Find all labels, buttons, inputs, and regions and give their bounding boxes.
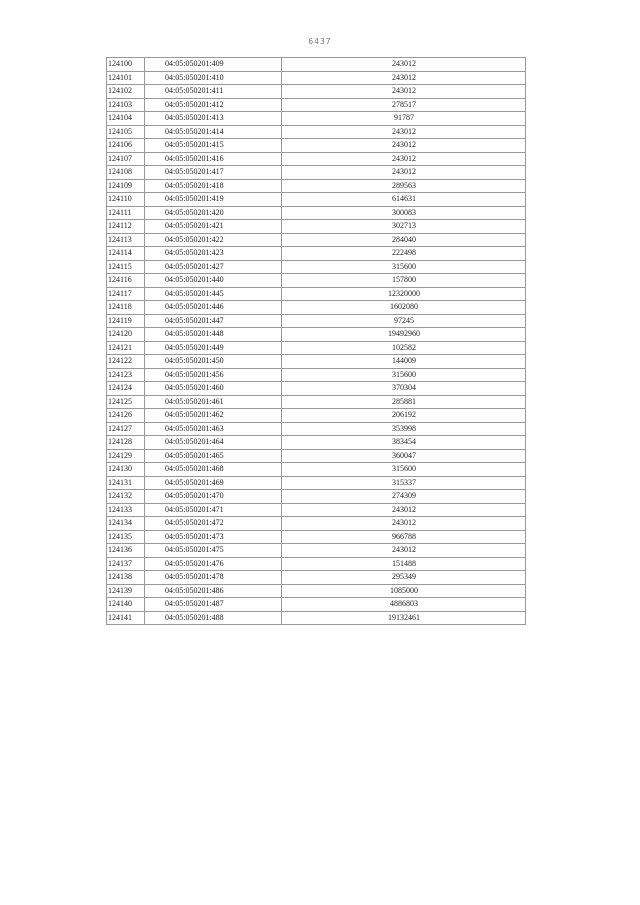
cadastral-code-cell: 04:05:050201:475 xyxy=(145,544,282,558)
table-row xyxy=(107,598,526,612)
cadastral-code-cell: 04:05:050201:411 xyxy=(145,85,282,99)
value-cell: 102582 xyxy=(282,341,526,355)
cadastral-code-cell: 04:05:050201:417 xyxy=(145,166,282,180)
value-cell: 19492960 xyxy=(282,328,526,342)
cadastral-code-cell: 04:05:050201:465 xyxy=(145,449,282,463)
table-row xyxy=(107,274,526,288)
value-cell: 243012 xyxy=(282,125,526,139)
value-cell: 1085000 xyxy=(282,584,526,598)
cadastral-code-cell: 04:05:050201:471 xyxy=(145,503,282,517)
table-row xyxy=(107,611,526,625)
cadastral-code-cell: 04:05:050201:464 xyxy=(145,436,282,450)
row-id-cell: 124110 xyxy=(107,193,145,207)
row-id-cell: 124134 xyxy=(107,517,145,531)
row-id-cell: 124130 xyxy=(107,463,145,477)
row-id-cell: 124131 xyxy=(107,476,145,490)
cadastral-code-cell: 04:05:050201:486 xyxy=(145,584,282,598)
value-cell: 295349 xyxy=(282,571,526,585)
row-id-cell: 124113 xyxy=(107,233,145,247)
table-row xyxy=(107,409,526,423)
row-id-cell: 124114 xyxy=(107,247,145,261)
value-cell: 91787 xyxy=(282,112,526,126)
row-id-cell: 124116 xyxy=(107,274,145,288)
row-id-cell: 124129 xyxy=(107,449,145,463)
table-row xyxy=(107,314,526,328)
row-id-cell: 124141 xyxy=(107,611,145,625)
page-number: 6437 xyxy=(308,37,332,46)
value-cell: 383454 xyxy=(282,436,526,450)
value-cell: 360047 xyxy=(282,449,526,463)
cadastral-code-cell: 04:05:050201:468 xyxy=(145,463,282,477)
value-cell: 4886803 xyxy=(282,598,526,612)
row-id-cell: 124121 xyxy=(107,341,145,355)
value-cell: 278517 xyxy=(282,98,526,112)
table-row xyxy=(107,166,526,180)
cadastral-code-cell: 04:05:050201:470 xyxy=(145,490,282,504)
table-row xyxy=(107,490,526,504)
table-row xyxy=(107,152,526,166)
table-row xyxy=(107,139,526,153)
cadastral-code-cell: 04:05:050201:422 xyxy=(145,233,282,247)
table-row xyxy=(107,355,526,369)
row-id-cell: 124136 xyxy=(107,544,145,558)
value-cell: 614631 xyxy=(282,193,526,207)
table-row xyxy=(107,530,526,544)
table-row xyxy=(107,233,526,247)
row-id-cell: 124118 xyxy=(107,301,145,315)
table-row xyxy=(107,179,526,193)
cadastral-code-cell: 04:05:050201:440 xyxy=(145,274,282,288)
cadastral-code-cell: 04:05:050201:456 xyxy=(145,368,282,382)
table-row xyxy=(107,260,526,274)
table-row xyxy=(107,112,526,126)
table-row xyxy=(107,220,526,234)
cadastral-code-cell: 04:05:050201:461 xyxy=(145,395,282,409)
row-id-cell: 124106 xyxy=(107,139,145,153)
cadastral-code-cell: 04:05:050201:414 xyxy=(145,125,282,139)
row-id-cell: 124124 xyxy=(107,382,145,396)
table-row xyxy=(107,584,526,598)
cadastral-code-cell: 04:05:050201:413 xyxy=(145,112,282,126)
table-row xyxy=(107,58,526,72)
cadastral-code-cell: 04:05:050201:423 xyxy=(145,247,282,261)
value-cell: 157800 xyxy=(282,274,526,288)
table-row xyxy=(107,301,526,315)
value-cell: 315337 xyxy=(282,476,526,490)
cadastral-code-cell: 04:05:050201:418 xyxy=(145,179,282,193)
table-row xyxy=(107,422,526,436)
row-id-cell: 124101 xyxy=(107,71,145,85)
value-cell: 300083 xyxy=(282,206,526,220)
value-cell: 243012 xyxy=(282,544,526,558)
row-id-cell: 124135 xyxy=(107,530,145,544)
row-id-cell: 124109 xyxy=(107,179,145,193)
row-id-cell: 124133 xyxy=(107,503,145,517)
row-id-cell: 124103 xyxy=(107,98,145,112)
value-cell: 370304 xyxy=(282,382,526,396)
value-cell: 315600 xyxy=(282,260,526,274)
cadastral-code-cell: 04:05:050201:462 xyxy=(145,409,282,423)
row-id-cell: 124119 xyxy=(107,314,145,328)
value-cell: 1602080 xyxy=(282,301,526,315)
row-id-cell: 124112 xyxy=(107,220,145,234)
table-row xyxy=(107,98,526,112)
data-table xyxy=(106,57,526,625)
value-cell: 353998 xyxy=(282,422,526,436)
cadastral-code-cell: 04:05:050201:409 xyxy=(145,58,282,72)
cadastral-code-cell: 04:05:050201:421 xyxy=(145,220,282,234)
cadastral-code-cell: 04:05:050201:449 xyxy=(145,341,282,355)
row-id-cell: 124105 xyxy=(107,125,145,139)
cadastral-code-cell: 04:05:050201:420 xyxy=(145,206,282,220)
table-row xyxy=(107,436,526,450)
cadastral-code-cell: 04:05:050201:445 xyxy=(145,287,282,301)
cadastral-code-cell: 04:05:050201:476 xyxy=(145,557,282,571)
row-id-cell: 124107 xyxy=(107,152,145,166)
row-id-cell: 124102 xyxy=(107,85,145,99)
value-cell: 243012 xyxy=(282,71,526,85)
value-cell: 243012 xyxy=(282,139,526,153)
row-id-cell: 124120 xyxy=(107,328,145,342)
table-row xyxy=(107,125,526,139)
row-id-cell: 124104 xyxy=(107,112,145,126)
row-id-cell: 124140 xyxy=(107,598,145,612)
row-id-cell: 124127 xyxy=(107,422,145,436)
cadastral-code-cell: 04:05:050201:419 xyxy=(145,193,282,207)
table-row xyxy=(107,85,526,99)
value-cell: 274309 xyxy=(282,490,526,504)
cadastral-code-cell: 04:05:050201:415 xyxy=(145,139,282,153)
value-cell: 97245 xyxy=(282,314,526,328)
cadastral-code-cell: 04:05:050201:412 xyxy=(145,98,282,112)
table-row xyxy=(107,71,526,85)
value-cell: 12320000 xyxy=(282,287,526,301)
table-row xyxy=(107,463,526,477)
value-cell: 966788 xyxy=(282,530,526,544)
row-id-cell: 124138 xyxy=(107,571,145,585)
value-cell: 243012 xyxy=(282,503,526,517)
value-cell: 285881 xyxy=(282,395,526,409)
table-row xyxy=(107,503,526,517)
cadastral-code-cell: 04:05:050201:469 xyxy=(145,476,282,490)
table-body xyxy=(107,58,526,625)
table-row xyxy=(107,341,526,355)
cadastral-code-cell: 04:05:050201:447 xyxy=(145,314,282,328)
value-cell: 302713 xyxy=(282,220,526,234)
row-id-cell: 124128 xyxy=(107,436,145,450)
value-cell: 243012 xyxy=(282,58,526,72)
value-cell: 243012 xyxy=(282,517,526,531)
table-row xyxy=(107,395,526,409)
table-row xyxy=(107,328,526,342)
value-cell: 289563 xyxy=(282,179,526,193)
row-id-cell: 124115 xyxy=(107,260,145,274)
row-id-cell: 124117 xyxy=(107,287,145,301)
row-id-cell: 124125 xyxy=(107,395,145,409)
cadastral-code-cell: 04:05:050201:460 xyxy=(145,382,282,396)
value-cell: 315600 xyxy=(282,463,526,477)
row-id-cell: 124100 xyxy=(107,58,145,72)
cadastral-code-cell: 04:05:050201:487 xyxy=(145,598,282,612)
cadastral-code-cell: 04:05:050201:446 xyxy=(145,301,282,315)
value-cell: 151488 xyxy=(282,557,526,571)
row-id-cell: 124132 xyxy=(107,490,145,504)
value-cell: 243012 xyxy=(282,166,526,180)
cadastral-code-cell: 04:05:050201:410 xyxy=(145,71,282,85)
cadastral-code-cell: 04:05:050201:427 xyxy=(145,260,282,274)
cadastral-code-cell: 04:05:050201:488 xyxy=(145,611,282,625)
cadastral-code-cell: 04:05:050201:448 xyxy=(145,328,282,342)
value-cell: 315600 xyxy=(282,368,526,382)
cadastral-code-cell: 04:05:050201:473 xyxy=(145,530,282,544)
table-row xyxy=(107,368,526,382)
value-cell: 144009 xyxy=(282,355,526,369)
value-cell: 243012 xyxy=(282,85,526,99)
row-id-cell: 124123 xyxy=(107,368,145,382)
cadastral-code-cell: 04:05:050201:416 xyxy=(145,152,282,166)
row-id-cell: 124122 xyxy=(107,355,145,369)
cadastral-code-cell: 04:05:050201:478 xyxy=(145,571,282,585)
table-row xyxy=(107,544,526,558)
value-cell: 19132461 xyxy=(282,611,526,625)
cadastral-code-cell: 04:05:050201:472 xyxy=(145,517,282,531)
table-row xyxy=(107,557,526,571)
table-row xyxy=(107,247,526,261)
value-cell: 284040 xyxy=(282,233,526,247)
value-cell: 243012 xyxy=(282,152,526,166)
row-id-cell: 124111 xyxy=(107,206,145,220)
row-id-cell: 124126 xyxy=(107,409,145,423)
cadastral-code-cell: 04:05:050201:450 xyxy=(145,355,282,369)
cadastral-code-cell: 04:05:050201:463 xyxy=(145,422,282,436)
table-row xyxy=(107,517,526,531)
table-row xyxy=(107,382,526,396)
table-row xyxy=(107,571,526,585)
value-cell: 206192 xyxy=(282,409,526,423)
row-id-cell: 124137 xyxy=(107,557,145,571)
row-id-cell: 124108 xyxy=(107,166,145,180)
table-row xyxy=(107,476,526,490)
table-row xyxy=(107,193,526,207)
table-row xyxy=(107,449,526,463)
value-cell: 222498 xyxy=(282,247,526,261)
row-id-cell: 124139 xyxy=(107,584,145,598)
table-row xyxy=(107,287,526,301)
table-row xyxy=(107,206,526,220)
